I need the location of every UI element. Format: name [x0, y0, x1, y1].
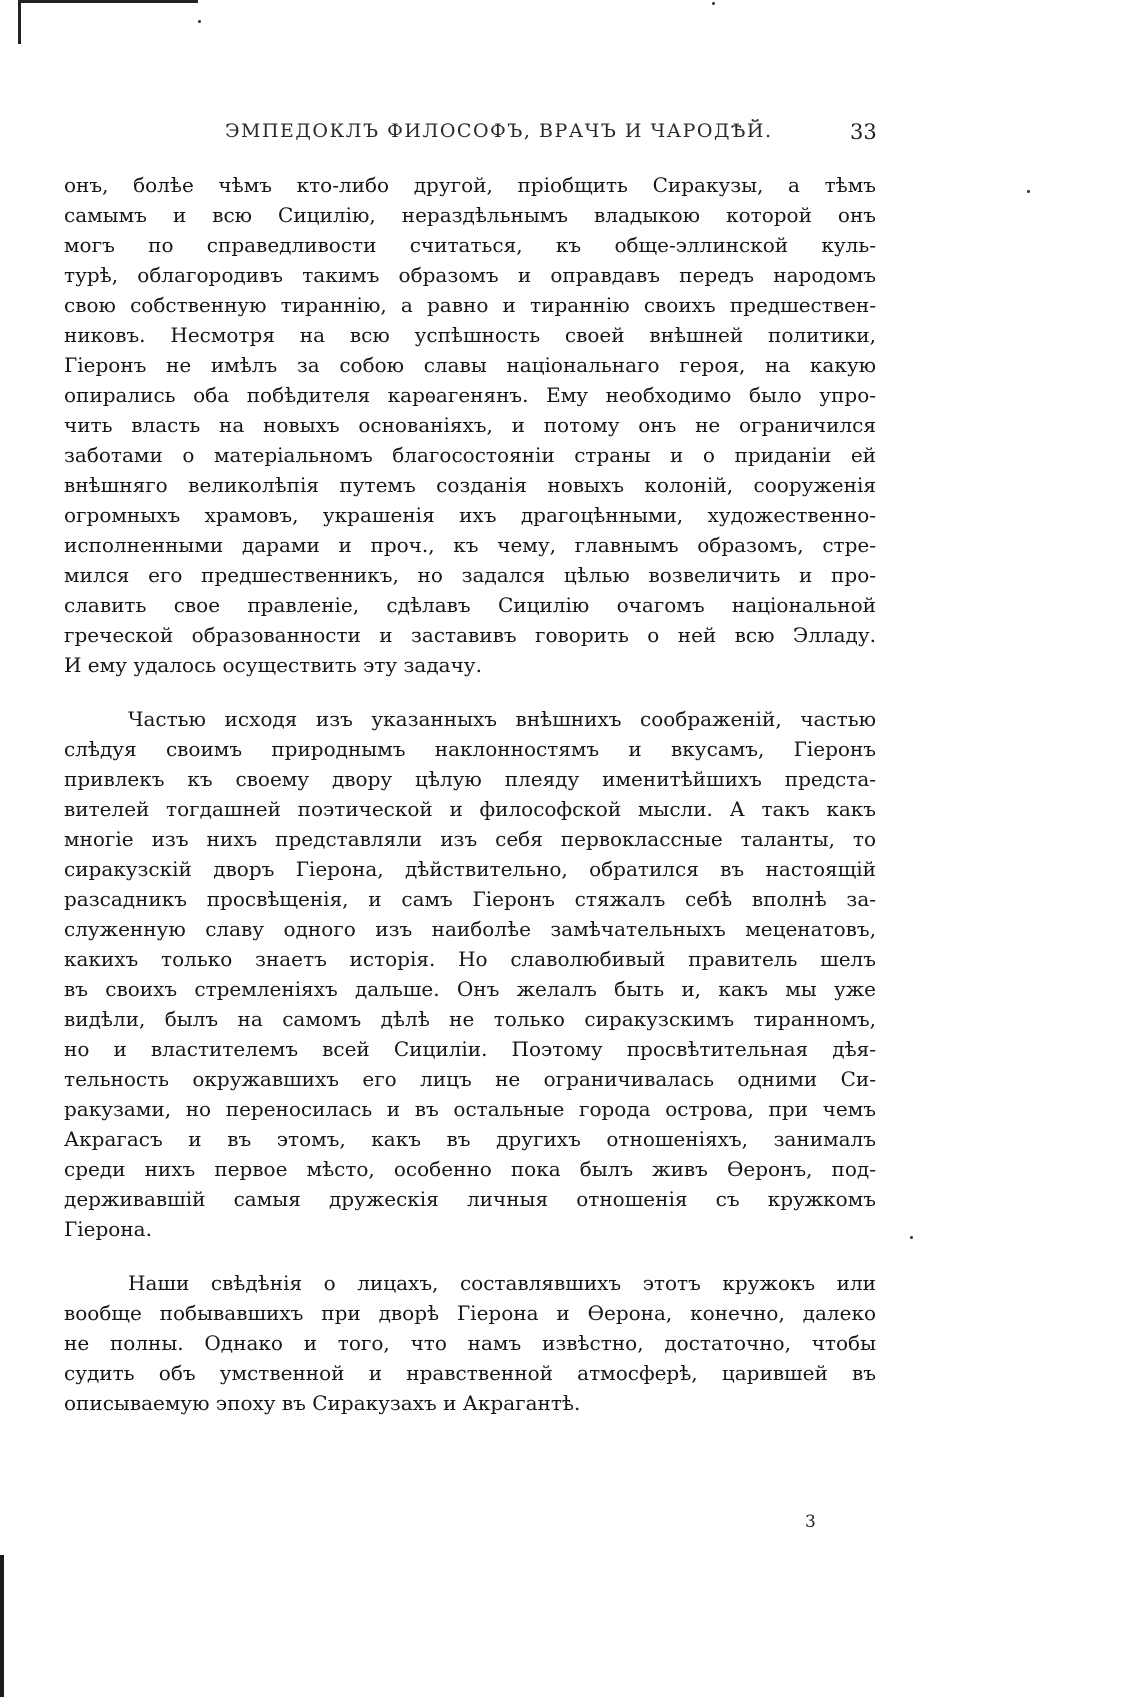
text-line: привлекъ къ своему двору цѣлую плеяду именитѣйшихъ предста- — [64, 767, 876, 791]
scan-border-top — [18, 0, 198, 3]
text-line: огромныхъ храмовъ, украшенія ихъ драгоцѣнными, художественно- — [64, 503, 876, 527]
paragraph-gap — [64, 680, 876, 704]
running-title: ЭМПЕДОКЛЪ ФИЛОСОФЪ, ВРАЧЪ И ЧАРОДѢЙ. — [225, 120, 773, 142]
paragraph — [64, 704, 876, 1244]
text-line: славить свое правленіе, сдѣлавъ Сицилію очагомъ національной — [64, 593, 876, 617]
text-line: служенную славу одного изъ наиболѣе замѣчательныхъ меценатовъ, — [64, 917, 876, 941]
text-line: мился его предшественникъ, но задался цѣлью возвеличить и про- — [64, 563, 876, 587]
text-line: И ему удалось осуществить эту задачу. — [64, 653, 482, 677]
text-line: разсадникъ просвѣщенія, и самъ Гіеронъ стяжалъ себѣ вполнѣ за- — [64, 887, 876, 911]
text-line: заботами о матеріальномъ благосостояніи страны и о приданіи ей — [64, 443, 876, 467]
text-line: ракузами, но переносилась и въ остальные города острова, при чемъ — [64, 1097, 876, 1121]
text-line: могъ по справедливости считаться, къ обще-эллинской куль- — [64, 233, 876, 257]
scan-speck — [198, 20, 201, 23]
text-line: самымъ и всю Сицилію, нераздѣльнымъ владыкою которой онъ — [64, 203, 876, 227]
text-line: Гіеронъ не имѣлъ за собою славы національнаго героя, на какую — [64, 353, 876, 377]
text-line: свою собственную тираннію, а равно и тираннію своихъ предшествен- — [64, 293, 876, 317]
text-line: сиракузскій дворъ Гіерона, дѣйствительно, обратился въ настоящій — [64, 857, 876, 881]
text-line: какихъ только знаетъ исторія. Но славолюбивый правитель шелъ — [64, 947, 876, 971]
scan-speck — [1027, 190, 1030, 193]
text-line: Частью исходя изъ указанныхъ внѣшнихъ соображеній, частью — [128, 707, 876, 731]
text-line: тельность окружавшихъ его лицъ не ограничивалась одними Си- — [64, 1067, 876, 1091]
text-line: но и властителемъ всей Сициліи. Поэтому просвѣтительная дѣя- — [64, 1037, 876, 1061]
text-line: внѣшняго великолѣпія путемъ созданія новыхъ колоній, сооруженія — [64, 473, 876, 497]
text-line: Гіерона. — [64, 1217, 152, 1241]
paragraph-gap — [64, 1244, 876, 1268]
signature-mark: 3 — [805, 1512, 816, 1532]
text-line: держивавшій самыя дружескія личныя отношенія съ кружкомъ — [64, 1187, 876, 1211]
scan-speck — [712, 2, 715, 5]
text-line: исполненными дарами и проч., къ чему, главнымъ образомъ, стре- — [64, 533, 876, 557]
body-text — [64, 170, 876, 1418]
scan-border-left-top — [18, 0, 21, 44]
text-line: видѣли, былъ на самомъ дѣлѣ не только сиракузскимъ тиранномъ, — [64, 1007, 876, 1031]
text-line: опирались оба побѣдителя карѳагенянъ. Ему необходимо было упро- — [64, 383, 876, 407]
text-line: греческой образованности и заставивъ говорить о ней всю Элладу. — [64, 623, 876, 647]
page-number: 33 — [850, 120, 877, 144]
text-line: судить объ умственной и нравственной атмосферѣ, царившей въ — [64, 1361, 876, 1385]
scan-border-left-bottom — [0, 1555, 4, 1697]
text-line: онъ, болѣе чѣмъ кто-либо другой, пріобщить Сиракузы, а тѣмъ — [64, 173, 876, 197]
text-line: Акрагасъ и въ этомъ, какъ въ другихъ отношеніяхъ, занималъ — [64, 1127, 876, 1151]
text-line: слѣдуя своимъ природнымъ наклонностямъ и вкусамъ, Гіеронъ — [64, 737, 876, 761]
text-line: чить власть на новыхъ основаніяхъ, и потому онъ не ограничился — [64, 413, 876, 437]
running-head — [0, 120, 1140, 150]
paragraph — [64, 1268, 876, 1418]
text-line: вообще побывавшихъ при дворѣ Гіерона и Ѳерона, конечно, далеко — [64, 1301, 876, 1325]
paragraph — [64, 170, 876, 680]
text-line: среди нихъ первое мѣсто, особенно пока былъ живъ Ѳеронъ, под- — [64, 1157, 876, 1181]
text-line: описываемую эпоху въ Сиракузахъ и Акрагантѣ. — [64, 1391, 581, 1415]
text-line: не полны. Однако и того, что намъ извѣстно, достаточно, чтобы — [64, 1331, 876, 1355]
scan-speck — [910, 1236, 913, 1239]
text-line: Наши свѣдѣнія о лицахъ, составлявшихъ этотъ кружокъ или — [128, 1271, 876, 1295]
text-line: въ своихъ стремленіяхъ дальше. Онъ желалъ быть и, какъ мы уже — [64, 977, 876, 1001]
text-line: вителей тогдашней поэтической и философской мысли. А такъ какъ — [64, 797, 876, 821]
text-line: турѣ, облагородивъ такимъ образомъ и оправдавъ передъ народомъ — [64, 263, 876, 287]
text-line: многіе изъ нихъ представляли изъ себя первоклассные таланты, то — [64, 827, 876, 851]
text-line: никовъ. Несмотря на всю успѣшность своей внѣшней политики, — [64, 323, 876, 347]
